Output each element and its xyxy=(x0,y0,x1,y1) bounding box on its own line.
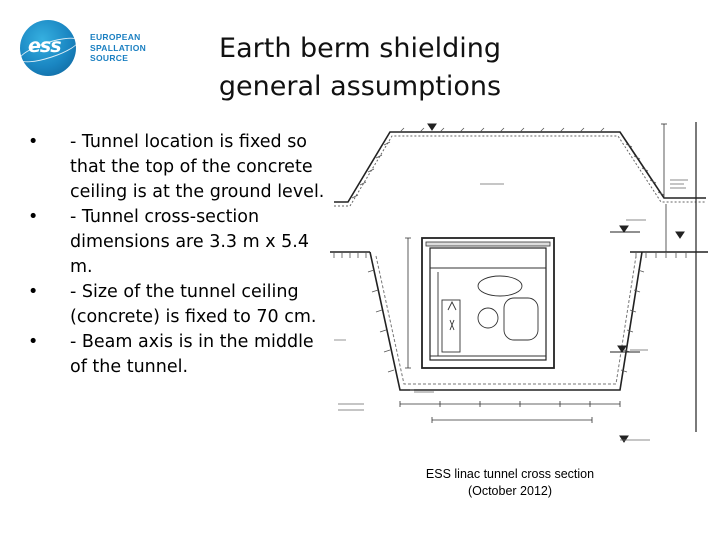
tunnel-cross-section-drawing xyxy=(330,120,708,460)
logo-word-3: SOURCE xyxy=(90,53,129,63)
title-line-2: general assumptions xyxy=(218,71,502,102)
bullet-text: - Size of the tunnel ceiling (concrete) is fixed to 70 cm. xyxy=(70,282,317,327)
trench-outline xyxy=(370,252,642,390)
bullet-text: - Beam axis is in the middle of the tunnel. xyxy=(70,332,314,377)
bullet-item xyxy=(28,330,333,380)
logo-word-1: EUROPEAN xyxy=(90,32,141,42)
title-line-1: Earth berm shielding xyxy=(219,33,501,64)
figure-caption xyxy=(410,466,610,500)
bullet-dot: • xyxy=(28,132,39,152)
bullet-item xyxy=(28,130,333,205)
beam-pipe xyxy=(478,308,498,328)
bullet-list xyxy=(28,130,333,380)
logo-word-2: SPALLATION xyxy=(90,42,147,53)
bullet-dot: • xyxy=(28,207,39,227)
caption-line-1: ESS linac tunnel cross section xyxy=(425,467,595,481)
bullet-text: - Tunnel cross-section dimensions are 3.3 m x 5.4 m. xyxy=(70,207,309,277)
slide-title xyxy=(150,30,570,106)
ess-logo-mark xyxy=(20,20,76,76)
caption-line-2: (October 2012) xyxy=(467,484,553,498)
bullet-dot: • xyxy=(28,282,39,302)
tunnel-inner-wall xyxy=(430,248,546,360)
bullet-dot: • xyxy=(28,332,39,352)
bullet-text: - Tunnel location is fixed so that the top of the concrete ceiling is at the ground level. xyxy=(70,132,325,202)
logo-mark-text: ess xyxy=(28,35,61,57)
logo-wordmark xyxy=(90,32,146,64)
bullet-item xyxy=(28,205,333,280)
bullet-item xyxy=(28,280,333,330)
